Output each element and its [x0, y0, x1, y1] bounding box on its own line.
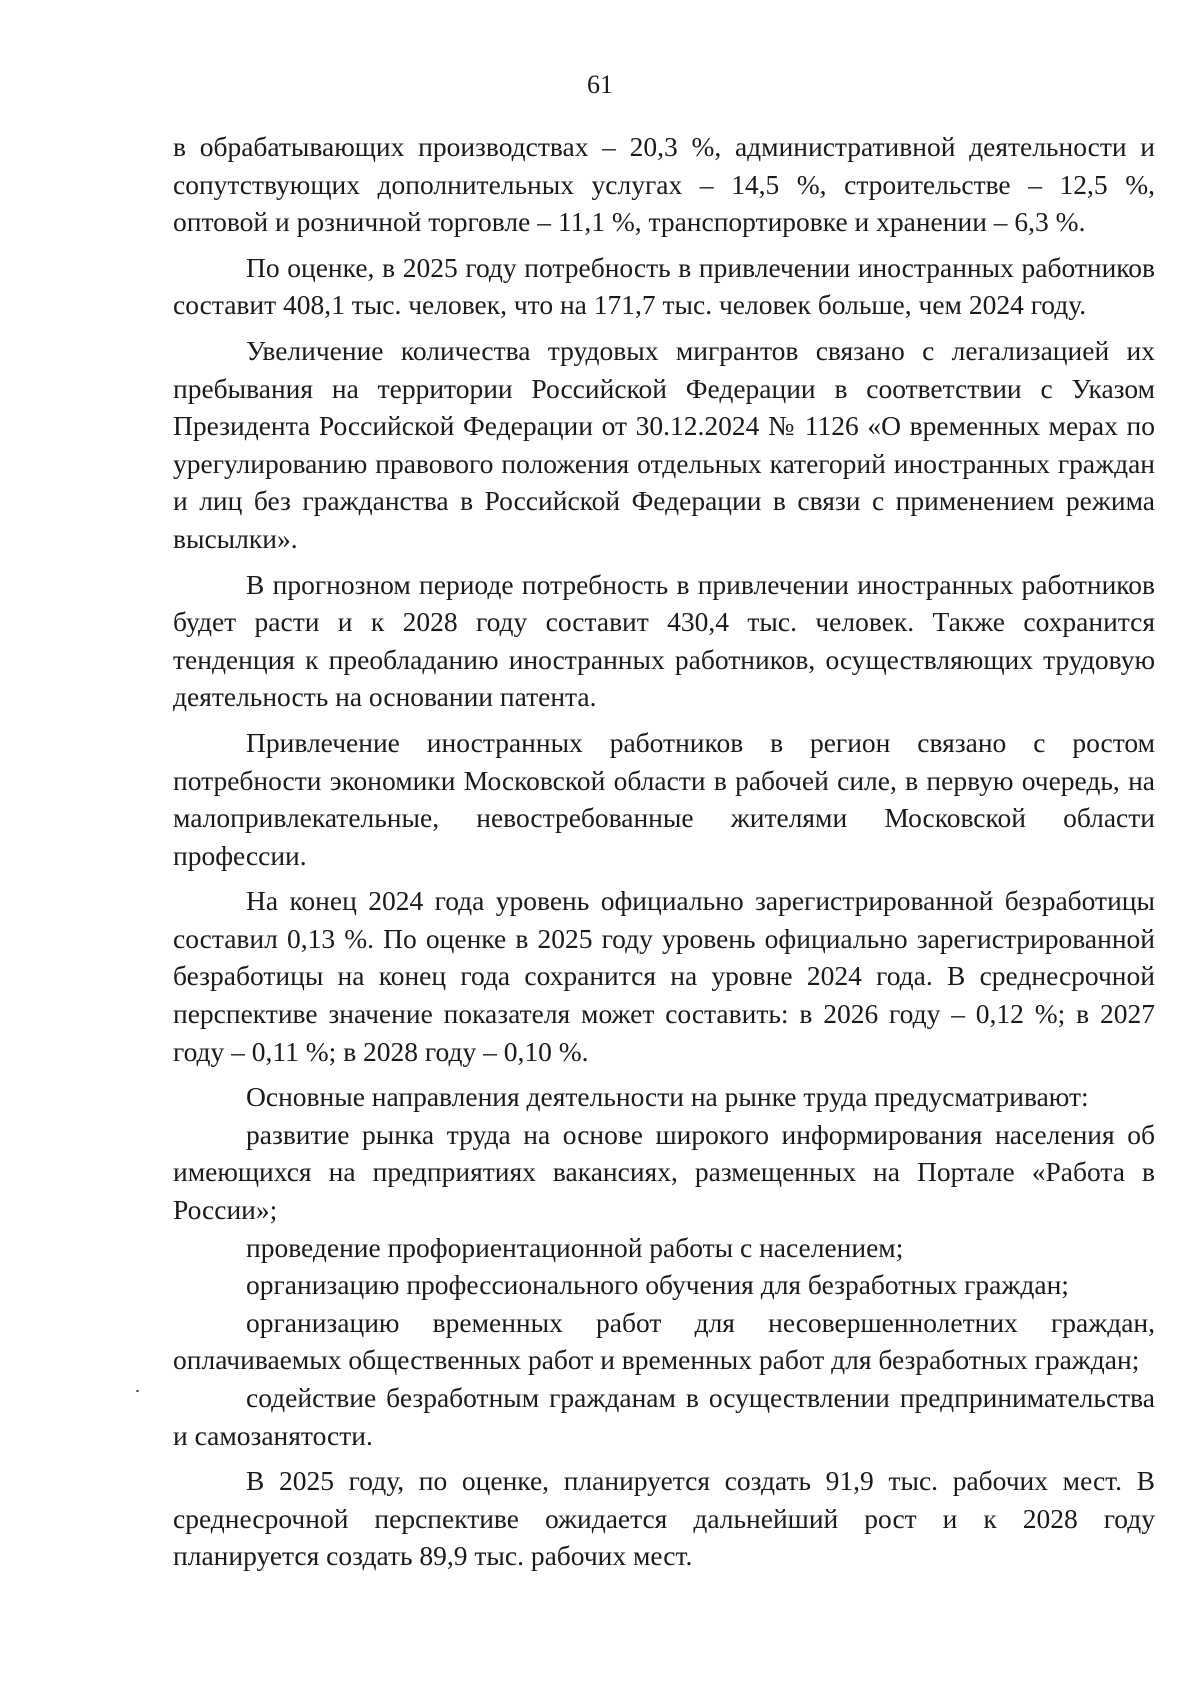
page-number: 61 [587, 70, 613, 99]
scan-artifact-dot [136, 1390, 139, 1392]
paragraph-unemployment-level: На конец 2024 года уровень официально зарегистрированной безработицы составил 0,13 %. По оценке в 2025 году уровень официально зарегистрированной безработицы на конец года сохранится на уровне 2024 года. В среднесрочной перспективе значение показателя может составить: в 2026 году – 0,12 %; в 2027 году – 0,11 %; в 2028 году – 0,10 %. [173, 885, 1155, 1067]
list-item-temporary-works: организацию временных работ для несовершеннолетних граждан, оплачиваемых общественных работ и временных работ для безработных граждан; [173, 1306, 1155, 1376]
list-item-vocational-training: организацию профессионального обучения для безработных граждан; [246, 1269, 1069, 1301]
list-item-career-guidance: проведение профориентационной работы с населением; [246, 1231, 904, 1263]
paragraph-foreign-workers-2025: По оценке, в 2025 году потребность в привлечении иностранных работников составит 408,1 тыс. человек, что на 171,7 тыс. человек больше, чем 2024 году. [173, 251, 1155, 321]
paragraph-migrants-legalization: Увеличение количества трудовых мигрантов связано с легализацией их пребывания на территории Российской Федерации в соответствии с Указом Президента Российской Федерации от 30.12.2024 № 1126 «О временных мерах по урегулированию правового положения отдельных категорий иностранных граждан и лиц без гражданства в Российской Федерации в связи с применением режима высылки». [173, 334, 1155, 554]
paragraph-forecast-period: В прогнозном периоде потребность в привлечении иностранных работников будет расти и к 2028 году составит 430,4 тыс. человек. Также сохранится тенденция к преобладанию иностранных работников, осуществляющих трудовую деятельность на основании патента. [173, 568, 1155, 713]
body-text [173, 128, 1155, 1575]
paragraph-sector-shares: в обрабатывающих производствах – 20,3 %, административной деятельности и сопутствующих дополнительных услугах – 14,5 %, строительстве – 12,5 %, оптовой и розничной торговле – 11,1 %, транспортировке и хранении – 6,3 %. [173, 131, 1155, 238]
paragraph-attraction-reasons: Привлечение иностранных работников в регион связано с ростом потребности экономики Московской области в рабочей силе, в первую очередь, на малопривлекательные, невостребованные жителями Московской области профессии. [173, 726, 1155, 871]
paragraph-main-directions: Основные направления деятельности на рынке труда предусматривают: [246, 1081, 1089, 1113]
list-item-entrepreneurship-support: содействие безработным гражданам в осуществлении предпринимательства и самозанятости. [173, 1382, 1155, 1451]
paragraph-new-jobs: В 2025 году, по оценке, планируется создать 91,9 тыс. рабочих мест. В среднесрочной перспективе ожидается дальнейший рост и к 2028 году планируется создать 89,9 тыс. рабочих мест. [173, 1465, 1155, 1572]
list-item-labor-market-development: развитие рынка труда на основе широкого информирования населения об имеющихся на предприятиях вакансиях, размещенных на Портале «Работа в России»; [173, 1118, 1155, 1226]
